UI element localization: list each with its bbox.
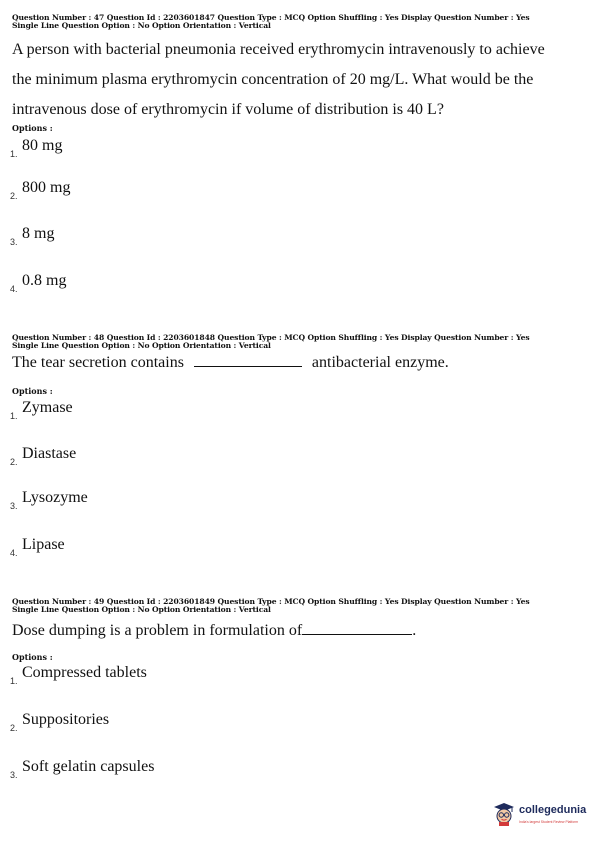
- option-text: 80 mg: [22, 137, 63, 154]
- option-number: 4.: [10, 548, 18, 558]
- answer-blank: [194, 365, 302, 367]
- option-2[interactable]: [10, 179, 410, 205]
- question-meta-line-1: Question Number : 49 Question Id : 2203601849 Question Type : MCQ Option Shuffling : Yes Display Question Number : Yes: [12, 597, 530, 606]
- options-label: Options :: [12, 386, 53, 396]
- question-text-before: Dose dumping is a problem in formulation of: [12, 622, 303, 639]
- option-number: 4.: [10, 284, 18, 294]
- option-text: 8 mg: [22, 225, 55, 242]
- question-text-line: intravenous dose of erythromycin if volume of distribution is 40 L?: [12, 101, 444, 118]
- question-meta-line-2: Single Line Question Option : No Option Orientation : Vertical: [12, 605, 271, 614]
- option-number: 2.: [10, 191, 18, 201]
- option-text: Lipase: [22, 536, 65, 553]
- option-number: 3.: [10, 237, 18, 247]
- option-text: Soft gelatin capsules: [22, 758, 155, 775]
- question-meta-line-1: Question Number : 48 Question Id : 2203601848 Question Type : MCQ Option Shuffling : Yes Display Question Number : Yes: [12, 333, 530, 342]
- option-1[interactable]: [10, 664, 410, 690]
- answer-blank: [302, 633, 412, 635]
- logo-tagline: India's largest Student Review Platform: [519, 820, 579, 824]
- graduate-mascot-icon: [493, 802, 515, 826]
- option-number: 1.: [10, 676, 18, 686]
- option-2[interactable]: [10, 445, 410, 471]
- option-number: 2.: [10, 723, 18, 733]
- question-text-after: antibacterial enzyme.: [311, 354, 449, 371]
- collegedunia-logo: [493, 801, 593, 831]
- question-meta-line-2: Single Line Question Option : No Option Orientation : Vertical: [12, 341, 271, 350]
- question-text: [12, 622, 416, 640]
- option-number: 3.: [10, 770, 18, 780]
- option-text: Suppositories: [22, 711, 110, 728]
- option-number: 1.: [10, 149, 18, 159]
- question-meta-line-2: Single Line Question Option : No Option Orientation : Vertical: [12, 21, 271, 30]
- question-text-before: The tear secretion contains: [12, 354, 184, 371]
- option-text: 0.8 mg: [22, 272, 67, 289]
- option-text: Diastase: [22, 445, 77, 462]
- question-text-line: the minimum plasma erythromycin concentration of 20 mg/L. What would be the: [12, 71, 534, 88]
- option-text: Compressed tablets: [22, 664, 147, 681]
- options-label: Options :: [12, 123, 53, 133]
- option-1[interactable]: [10, 137, 410, 163]
- option-number: 1.: [10, 411, 18, 421]
- option-4[interactable]: [10, 272, 410, 298]
- option-3[interactable]: [10, 225, 410, 251]
- option-3[interactable]: [10, 758, 410, 784]
- question-text-line: A person with bacterial pneumonia received erythromycin intravenously to achieve: [12, 41, 545, 58]
- option-1[interactable]: [10, 399, 410, 425]
- question-meta-line-1: Question Number : 47 Question Id : 2203601847 Question Type : MCQ Option Shuffling : Yes Display Question Number : Yes: [12, 13, 530, 22]
- option-3[interactable]: [10, 489, 410, 515]
- question-text: [12, 354, 449, 372]
- option-text: 800 mg: [22, 179, 71, 196]
- options-label: Options :: [12, 652, 53, 662]
- option-text: Zymase: [22, 399, 73, 416]
- option-text: Lysozyme: [22, 489, 88, 506]
- option-number: 3.: [10, 501, 18, 511]
- option-2[interactable]: [10, 711, 410, 737]
- logo-name: collegedunia: [519, 804, 587, 816]
- question-text: [12, 35, 545, 125]
- option-4[interactable]: [10, 536, 410, 562]
- question-text-after: .: [412, 622, 417, 639]
- option-number: 2.: [10, 457, 18, 467]
